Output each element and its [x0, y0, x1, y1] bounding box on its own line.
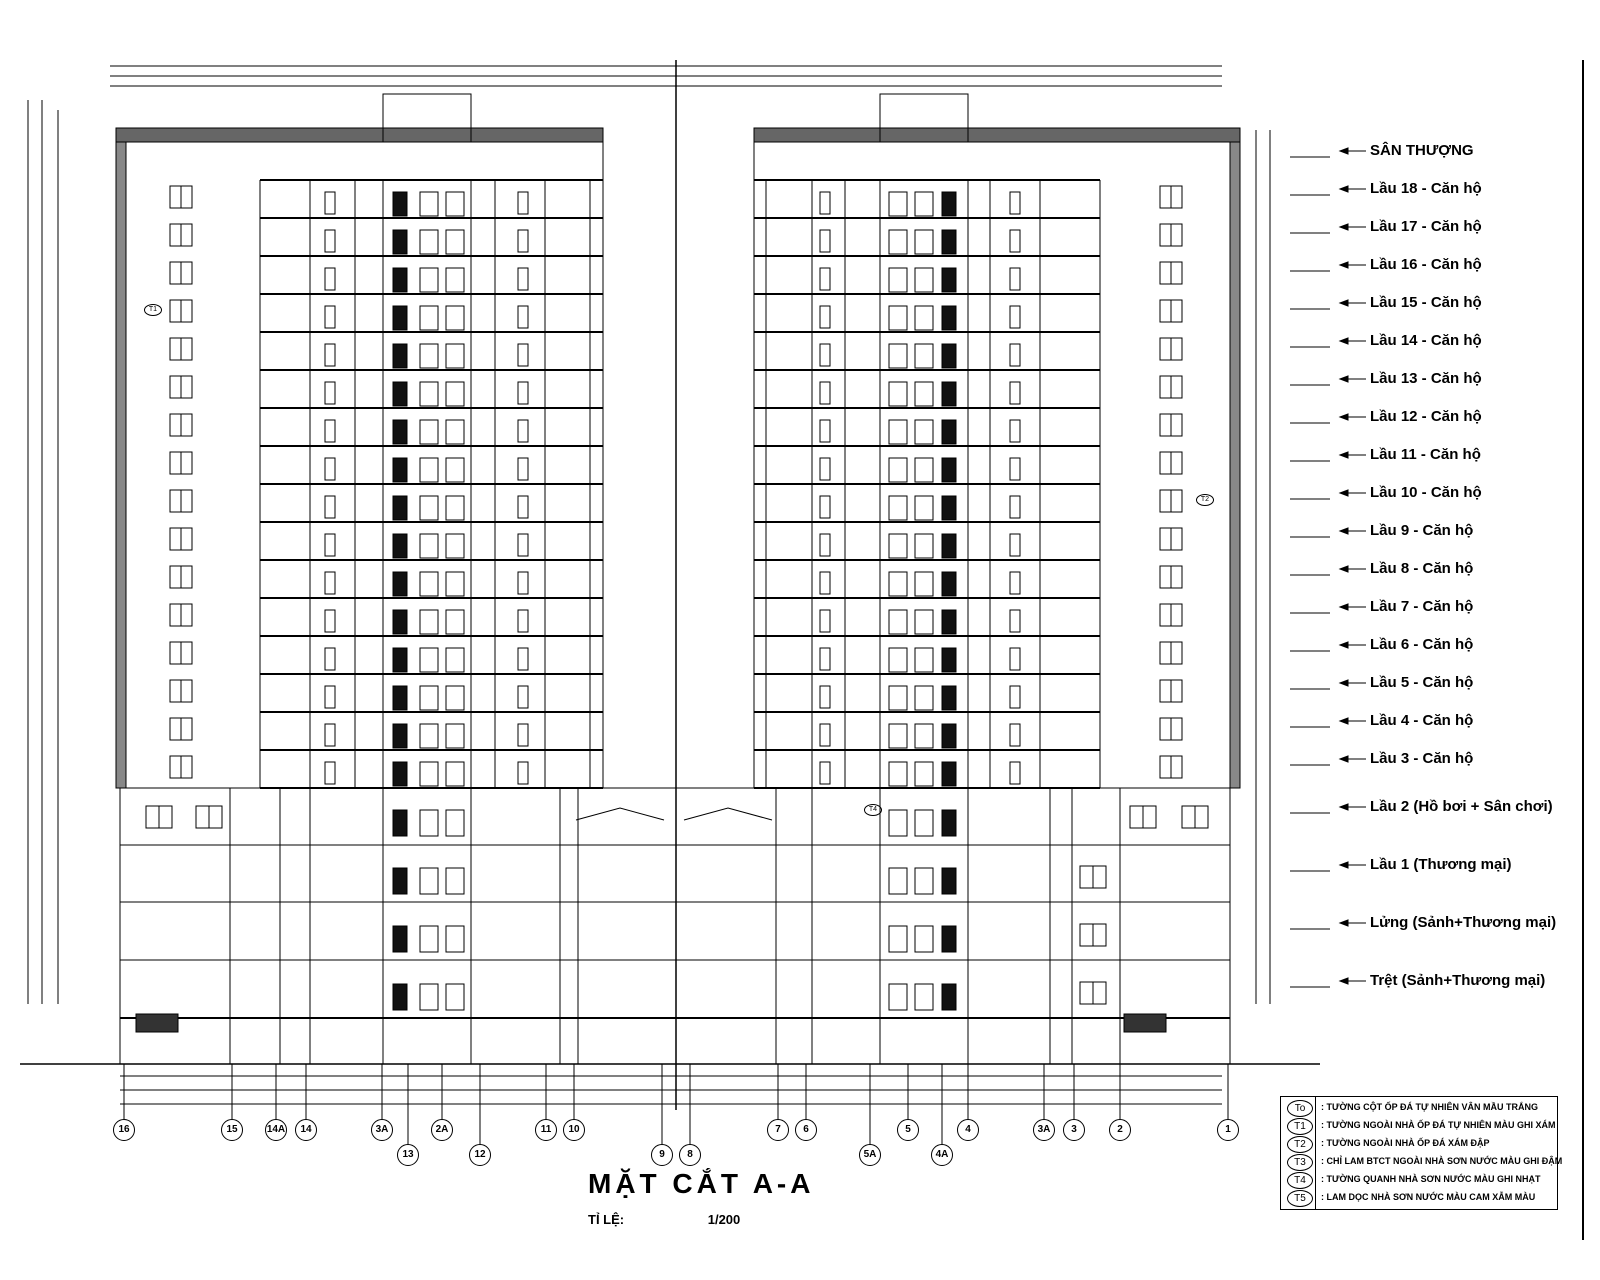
left-lift-door: [420, 648, 438, 672]
floor-leader-arrow: [1340, 680, 1348, 686]
podium-lift-door: [420, 868, 438, 894]
floor-label: Lầu 3 - Căn hộ: [1370, 750, 1474, 767]
left-stair-door: [393, 496, 407, 520]
floor-leader-arrow: [1340, 148, 1348, 154]
left-stair-door: [393, 534, 407, 558]
left-lift-door: [446, 648, 464, 672]
axis-bubble: 1: [1217, 1119, 1239, 1141]
legend-code: T4: [1287, 1172, 1313, 1189]
axis-bubble: 12: [469, 1144, 491, 1166]
right-stair-door: [942, 610, 956, 634]
axis-bubble: 10: [563, 1119, 585, 1141]
left-lift-door: [420, 572, 438, 596]
left-lift-door: [446, 496, 464, 520]
podium-lift-door: [446, 984, 464, 1010]
right-unit-door: [1010, 496, 1020, 518]
left-unit-door: [518, 458, 528, 480]
left-unit-door: [325, 496, 335, 518]
floor-leader-arrow: [1340, 490, 1348, 496]
axis-bubble: 5A: [859, 1144, 881, 1166]
left-unit-door: [325, 382, 335, 404]
tag-t2: T2: [1196, 494, 1214, 506]
legend-text: : TƯỜNG NGOÀI NHÀ ỐP ĐÁ XÁM ĐẬP: [1321, 1138, 1490, 1148]
left-unit-door: [518, 610, 528, 632]
axis-bubble: 11: [535, 1119, 557, 1141]
floor-label: Lầu 7 - Căn hộ: [1370, 598, 1474, 615]
right-lift-door: [915, 306, 933, 330]
left-unit-door: [325, 572, 335, 594]
podium-lift-door: [915, 868, 933, 894]
right-lift-door: [915, 268, 933, 292]
legend-text: : TƯỜNG NGOÀI NHÀ ỐP ĐÁ TỰ NHIÊN MÀU GHI XÁM: [1321, 1120, 1556, 1130]
left-lift-door: [420, 686, 438, 710]
left-unit-door: [518, 344, 528, 366]
floor-leader-arrow: [1340, 566, 1348, 572]
left-lift-door: [446, 572, 464, 596]
right-unit-door: [820, 192, 830, 214]
left-unit-door: [518, 762, 528, 784]
left-lift-door: [420, 458, 438, 482]
floor-label: Lầu 14 - Căn hộ: [1370, 332, 1482, 349]
axis-bubble: 3: [1063, 1119, 1085, 1141]
podium-lift-door: [446, 810, 464, 836]
left-stair-door: [393, 420, 407, 444]
left-unit-door: [325, 610, 335, 632]
left-lift-door: [446, 382, 464, 406]
floor-leader-arrow: [1340, 186, 1348, 192]
left-stair-door: [393, 762, 407, 786]
left-unit-door: [518, 686, 528, 708]
floor-label: Lầu 11 - Căn hộ: [1370, 446, 1481, 463]
right-stair-door: [942, 534, 956, 558]
left-lift-door: [446, 686, 464, 710]
floor-leader-arrow: [1340, 376, 1348, 382]
right-stair-door: [942, 306, 956, 330]
left-lift-door: [420, 230, 438, 254]
left-unit-door: [325, 648, 335, 670]
axis-bubble: 14A: [265, 1119, 287, 1141]
floor-label: Lầu 10 - Căn hộ: [1370, 484, 1482, 501]
floor-label: Lầu 5 - Căn hộ: [1370, 674, 1474, 691]
right-lift-door: [915, 192, 933, 216]
left-stair-door: [393, 610, 407, 634]
floor-leader-arrow: [1340, 642, 1348, 648]
left-stair-door: [393, 572, 407, 596]
right-lift-door: [915, 686, 933, 710]
floor-label: Lầu 9 - Căn hộ: [1370, 522, 1474, 539]
right-stair-door: [942, 572, 956, 596]
podium-lift-door: [915, 984, 933, 1010]
left-lift-door: [446, 534, 464, 558]
right-unit-door: [820, 648, 830, 670]
left-stair-door: [393, 230, 407, 254]
right-unit-door: [1010, 230, 1020, 252]
left-stair-door: [393, 268, 407, 292]
podium-stair-door: [393, 926, 407, 952]
right-lift-door: [889, 268, 907, 292]
right-unit-door: [1010, 762, 1020, 784]
right-unit-door: [820, 306, 830, 328]
left-unit-door: [325, 306, 335, 328]
right-unit-door: [820, 344, 830, 366]
right-unit-door: [820, 686, 830, 708]
floor-leader-arrow: [1340, 862, 1348, 868]
right-lift-door: [889, 572, 907, 596]
right-lift-door: [915, 496, 933, 520]
axis-bubble: 2A: [431, 1119, 453, 1141]
podium-stair-door: [393, 868, 407, 894]
legend-row: [1281, 1153, 1563, 1171]
podium-lift-door: [889, 926, 907, 952]
left-unit-door: [325, 686, 335, 708]
right-lift-door: [915, 230, 933, 254]
axis-bubble: 7: [767, 1119, 789, 1141]
right-lift-door: [889, 648, 907, 672]
left-lift-door: [420, 268, 438, 292]
axis-bubble: 16: [113, 1119, 135, 1141]
legend-code: T3: [1287, 1154, 1313, 1171]
right-lift-door: [915, 762, 933, 786]
right-unit-door: [1010, 724, 1020, 746]
left-unit-door: [325, 420, 335, 442]
podium-lift-door: [420, 810, 438, 836]
left-unit-door: [518, 534, 528, 556]
axis-bubble: 13: [397, 1144, 419, 1166]
left-unit-door: [518, 648, 528, 670]
right-stair-door: [942, 192, 956, 216]
floor-leader-arrow: [1340, 718, 1348, 724]
left-lift-door: [446, 306, 464, 330]
podium-lift-door: [889, 868, 907, 894]
right-unit-door: [1010, 344, 1020, 366]
stair-block-left: [136, 1014, 178, 1032]
left-lift-door: [420, 496, 438, 520]
axis-bubble: 14: [295, 1119, 317, 1141]
right-stair-door: [942, 724, 956, 748]
left-lift-door: [446, 762, 464, 786]
podium-stair-door: [393, 810, 407, 836]
podium-stair-door: [942, 926, 956, 952]
legend-row: [1281, 1189, 1557, 1207]
legend-text: : TƯỜNG QUANH NHÀ SƠN NƯỚC MÀU GHI NHẠT: [1321, 1174, 1541, 1184]
floor-leader-arrow: [1340, 978, 1348, 984]
drawing-scale: [588, 1212, 788, 1228]
tag-t1: T1: [144, 304, 162, 316]
floor-leader-arrow: [1340, 262, 1348, 268]
left-lift-door: [420, 420, 438, 444]
floor-label: Lầu 1 (Thương mại): [1370, 856, 1512, 873]
floor-label: Lầu 15 - Căn hộ: [1370, 294, 1482, 311]
left-stair-door: [393, 686, 407, 710]
right-unit-door: [820, 496, 830, 518]
right-tower-roof: [754, 128, 1240, 142]
floor-leader-arrow: [1340, 300, 1348, 306]
left-unit-door: [518, 382, 528, 404]
left-stair-door: [393, 648, 407, 672]
left-lift-door: [446, 344, 464, 368]
floor-label: Lầu 4 - Căn hộ: [1370, 712, 1474, 729]
left-lift-door: [420, 382, 438, 406]
floor-label: Lầu 13 - Căn hộ: [1370, 370, 1482, 387]
right-unit-door: [1010, 648, 1020, 670]
floor-leader-arrow: [1340, 224, 1348, 230]
floor-label: Lầu 2 (Hồ bơi + Sân chơi): [1370, 798, 1553, 815]
left-lift-door: [446, 230, 464, 254]
scale-value: 1/200: [707, 1212, 741, 1227]
podium-lift-door: [915, 810, 933, 836]
left-unit-door: [325, 344, 335, 366]
legend-text: : CHỈ LAM BTCT NGOÀI NHÀ SƠN NƯỚC MÀU GHI ĐẬM: [1321, 1156, 1563, 1166]
axis-bubble: 4: [957, 1119, 979, 1141]
podium-stair-door: [942, 810, 956, 836]
left-tower-roof: [116, 128, 603, 142]
right-lift-door: [889, 686, 907, 710]
right-stair-door: [942, 458, 956, 482]
tag-t4: T4: [864, 804, 882, 816]
right-unit-door: [1010, 572, 1020, 594]
right-unit-door: [1010, 306, 1020, 328]
left-lift-door: [446, 192, 464, 216]
right-unit-door: [1010, 382, 1020, 404]
right-lift-door: [915, 724, 933, 748]
podium-stair-door: [942, 984, 956, 1010]
right-lift-door: [889, 344, 907, 368]
left-unit-door: [518, 724, 528, 746]
left-lift-door: [446, 268, 464, 292]
right-stair-door: [942, 344, 956, 368]
left-unit-door: [325, 724, 335, 746]
right-stair-door: [942, 762, 956, 786]
left-lift-door: [446, 610, 464, 634]
right-unit-door: [820, 610, 830, 632]
right-lift-door: [915, 382, 933, 406]
drawing-title: MẶT CẮT A-A: [588, 1168, 815, 1199]
right-unit-door: [820, 762, 830, 784]
legend-code: T2: [1287, 1136, 1313, 1153]
left-unit-door: [518, 496, 528, 518]
floor-leader-arrow: [1340, 804, 1348, 810]
left-lift-door: [420, 724, 438, 748]
left-lift-door: [420, 610, 438, 634]
left-tower-wall: [116, 142, 126, 788]
floor-label: Lầu 18 - Căn hộ: [1370, 180, 1482, 197]
legend-row: [1281, 1171, 1557, 1189]
axis-bubble: 3A: [371, 1119, 393, 1141]
left-unit-door: [325, 192, 335, 214]
legend-row: [1281, 1117, 1557, 1135]
right-unit-door: [1010, 610, 1020, 632]
right-unit-door: [820, 572, 830, 594]
axis-bubble: 8: [679, 1144, 701, 1166]
axis-bubble: 4A: [931, 1144, 953, 1166]
floor-label: Lầu 16 - Căn hộ: [1370, 256, 1482, 273]
legend-code: T1: [1287, 1118, 1313, 1135]
right-stair-door: [942, 230, 956, 254]
floor-leader-arrow: [1340, 414, 1348, 420]
right-stair-door: [942, 382, 956, 406]
left-lift-door: [420, 192, 438, 216]
left-unit-door: [325, 762, 335, 784]
scale-label: TỈ LỆ:: [588, 1212, 625, 1227]
right-lift-door: [889, 230, 907, 254]
podium-lift-door: [446, 868, 464, 894]
right-lift-door: [915, 458, 933, 482]
right-stair-door: [942, 496, 956, 520]
left-lift-door: [420, 344, 438, 368]
axis-bubble: 15: [221, 1119, 243, 1141]
floor-leader-arrow: [1340, 604, 1348, 610]
material-legend: [1280, 1096, 1563, 1210]
floor-label: Lầu 17 - Căn hộ: [1370, 218, 1482, 235]
right-unit-door: [1010, 458, 1020, 480]
floor-leader-arrow: [1340, 452, 1348, 458]
right-lift-door: [889, 420, 907, 444]
left-lift-door: [446, 420, 464, 444]
right-lift-door: [915, 648, 933, 672]
floor-label: Lầu 12 - Căn hộ: [1370, 408, 1482, 425]
right-lift-door: [889, 306, 907, 330]
right-unit-door: [1010, 686, 1020, 708]
left-lift-door: [446, 458, 464, 482]
right-stair-door: [942, 268, 956, 292]
basement-outline: [120, 1018, 1230, 1064]
left-lift-door: [420, 534, 438, 558]
left-unit-door: [518, 230, 528, 252]
right-unit-door: [1010, 268, 1020, 290]
floor-leader-arrow: [1340, 920, 1348, 926]
left-unit-door: [518, 572, 528, 594]
podium-outline: [120, 788, 1230, 1018]
floor-label: Trệt (Sảnh+Thương mại): [1370, 972, 1546, 989]
left-stair-door: [393, 724, 407, 748]
floor-leader-arrow: [1340, 528, 1348, 534]
right-lift-door: [889, 534, 907, 558]
podium-stair-door: [393, 984, 407, 1010]
right-lift-door: [889, 762, 907, 786]
left-unit-door: [518, 420, 528, 442]
left-lift-door: [420, 762, 438, 786]
right-lift-door: [915, 610, 933, 634]
right-stair-door: [942, 420, 956, 444]
left-stair-door: [393, 306, 407, 330]
right-lift-door: [889, 382, 907, 406]
floor-label: Lửng (Sảnh+Thương mại): [1370, 914, 1557, 931]
right-unit-door: [820, 382, 830, 404]
left-stair-door: [393, 382, 407, 406]
right-unit-door: [820, 420, 830, 442]
right-unit-door: [1010, 420, 1020, 442]
right-lift-door: [889, 496, 907, 520]
legend-text: : LAM DỌC NHÀ SƠN NƯỚC MÀU CAM XẪM MÀU: [1321, 1192, 1536, 1202]
left-unit-door: [518, 306, 528, 328]
right-tower-wall: [1230, 142, 1240, 788]
right-lift-door: [915, 420, 933, 444]
podium-lift-door: [420, 984, 438, 1010]
right-unit-door: [1010, 534, 1020, 556]
left-unit-door: [518, 268, 528, 290]
legend-code: To: [1287, 1100, 1313, 1117]
right-unit-door: [820, 724, 830, 746]
podium-lift-door: [420, 926, 438, 952]
floor-label: Lầu 8 - Căn hộ: [1370, 560, 1474, 577]
left-stair-door: [393, 344, 407, 368]
left-stair-door: [393, 458, 407, 482]
axis-bubble: 3A: [1033, 1119, 1055, 1141]
right-unit-door: [820, 230, 830, 252]
left-unit-door: [325, 534, 335, 556]
right-lift-door: [889, 458, 907, 482]
floor-label: SÂN THƯỢNG: [1370, 142, 1474, 159]
right-lift-door: [889, 192, 907, 216]
axis-bubble: 6: [795, 1119, 817, 1141]
legend-code: T5: [1287, 1190, 1313, 1207]
left-stair-door: [393, 192, 407, 216]
atrium-truss-left: [576, 808, 664, 820]
left-unit-door: [325, 230, 335, 252]
right-lift-door: [889, 610, 907, 634]
axis-bubble: 2: [1109, 1119, 1131, 1141]
right-lift-door: [889, 724, 907, 748]
podium-lift-door: [889, 984, 907, 1010]
left-tower-outline: [116, 128, 603, 788]
legend-row: [1281, 1099, 1557, 1117]
podium-lift-door: [915, 926, 933, 952]
floor-leader-arrow: [1340, 338, 1348, 344]
left-unit-door: [325, 458, 335, 480]
right-lift-door: [915, 344, 933, 368]
right-lift-door: [915, 572, 933, 596]
floor-leader-arrow: [1340, 756, 1348, 762]
right-unit-door: [820, 534, 830, 556]
axis-bubble: 5: [897, 1119, 919, 1141]
axis-bubble: 9: [651, 1144, 673, 1166]
right-unit-door: [820, 458, 830, 480]
stair-block-right: [1124, 1014, 1166, 1032]
podium-stair-door: [942, 868, 956, 894]
atrium-truss-right: [684, 808, 772, 820]
floor-label: Lầu 6 - Căn hộ: [1370, 636, 1474, 653]
right-stair-door: [942, 686, 956, 710]
right-lift-door: [915, 534, 933, 558]
left-unit-door: [518, 192, 528, 214]
legend-text: : TƯỜNG CỘT ỐP ĐÁ TỰ NHIÊN VÂN MẦU TRẮNG: [1321, 1102, 1538, 1112]
right-unit-door: [820, 268, 830, 290]
right-unit-door: [1010, 192, 1020, 214]
left-lift-door: [420, 306, 438, 330]
legend-row: [1281, 1135, 1557, 1153]
right-stair-door: [942, 648, 956, 672]
podium-lift-door: [446, 926, 464, 952]
podium-lift-door: [889, 810, 907, 836]
left-unit-door: [325, 268, 335, 290]
left-lift-door: [446, 724, 464, 748]
